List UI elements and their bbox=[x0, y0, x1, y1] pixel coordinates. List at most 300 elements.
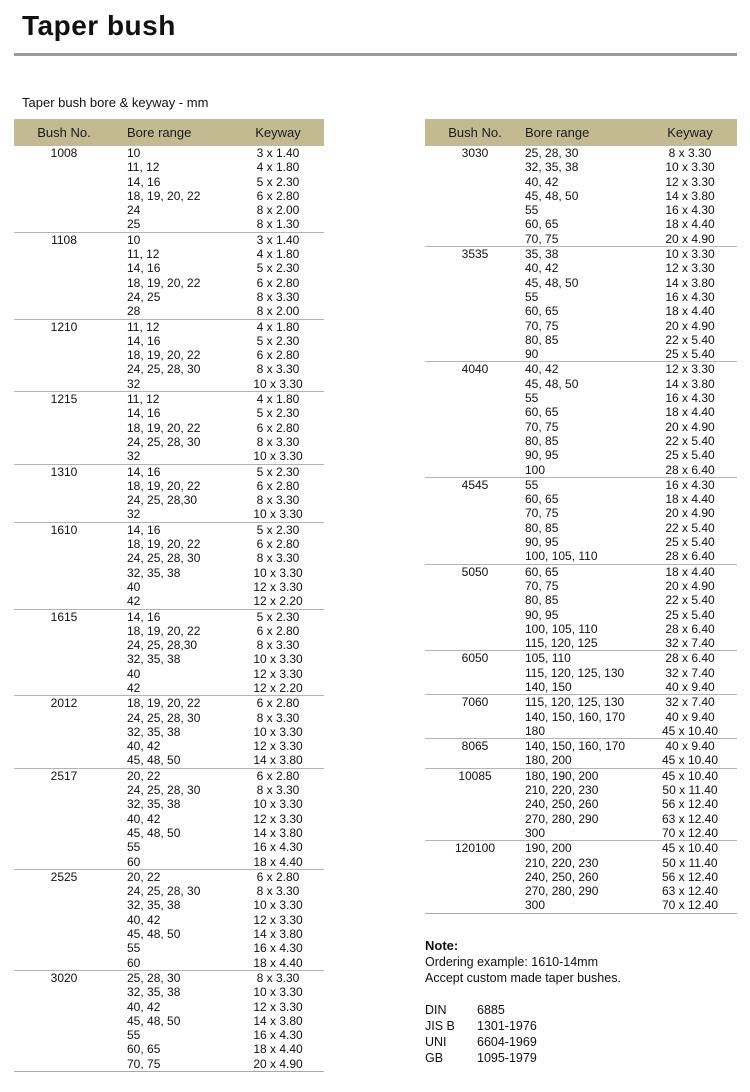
table-row bbox=[525, 463, 737, 477]
bore-range-value: 32, 35, 38 bbox=[127, 565, 181, 580]
keyway-value: 12 x 2.20 bbox=[253, 680, 303, 695]
table-row bbox=[525, 898, 737, 912]
table-row bbox=[114, 348, 324, 362]
table-row bbox=[114, 696, 324, 710]
bore-range-value: 140, 150, 160, 170 bbox=[525, 739, 626, 754]
table-row bbox=[525, 506, 737, 520]
keyway-value: 63 x 12.40 bbox=[661, 884, 719, 899]
keyway-value: 14 x 3.80 bbox=[253, 753, 303, 768]
bore-range-value: 11, 12 bbox=[127, 319, 160, 334]
bush-group-rows bbox=[525, 651, 737, 694]
note-line: Ordering example: 1610-14mm bbox=[425, 955, 598, 969]
bore-range-value: 140, 150, 160, 170 bbox=[525, 709, 626, 724]
keyway-value: 6 x 2.80 bbox=[256, 537, 300, 552]
bush-no: 3020 bbox=[50, 970, 78, 985]
table-row bbox=[525, 769, 737, 783]
table-row bbox=[525, 680, 737, 694]
bush-no: 120100 bbox=[454, 841, 496, 856]
keyway-value: 20 x 4.90 bbox=[665, 419, 715, 434]
table-row bbox=[114, 304, 324, 318]
bore-range-value: 55 bbox=[525, 289, 539, 304]
bore-range-value: 55 bbox=[525, 203, 539, 218]
bore-range-value: 14, 16 bbox=[127, 522, 161, 537]
bush-group-3020 bbox=[14, 970, 324, 1071]
bush-group-5050 bbox=[425, 564, 737, 651]
table-row bbox=[114, 465, 324, 479]
table-row bbox=[525, 739, 737, 753]
keyway-value: 10 x 3.30 bbox=[253, 985, 303, 1000]
bore-range-value: 60 bbox=[127, 854, 141, 869]
keyway-value: 22 x 5.40 bbox=[665, 520, 715, 535]
keyway-value: 8 x 3.30 bbox=[256, 783, 300, 798]
table-row bbox=[114, 507, 324, 521]
bore-range-value: 70, 75 bbox=[525, 318, 559, 333]
bore-range-value: 300 bbox=[525, 825, 546, 840]
keyway-value: 8 x 3.30 bbox=[256, 434, 300, 449]
bore-range-value: 115, 120, 125, 130 bbox=[525, 695, 625, 710]
table-row bbox=[114, 523, 324, 537]
bush-group-1610 bbox=[14, 522, 324, 609]
keyway-value: 4 x 1.80 bbox=[256, 319, 300, 334]
keyway-value: 14 x 3.80 bbox=[253, 825, 303, 840]
standard-name: GB bbox=[425, 1051, 444, 1065]
table-row bbox=[114, 913, 324, 927]
bore-range-value: 45, 48, 50 bbox=[127, 1013, 181, 1028]
bore-range-value: 115, 120, 125 bbox=[525, 636, 598, 651]
bore-range-value: 14, 16 bbox=[127, 609, 161, 624]
keyway-value: 20 x 4.90 bbox=[253, 1056, 303, 1071]
bore-range-value: 60 bbox=[127, 955, 141, 970]
bush-group-1615 bbox=[14, 609, 324, 696]
keyway-value: 10 x 3.30 bbox=[665, 247, 715, 262]
table-row bbox=[525, 884, 737, 898]
keyway-value: 56 x 12.40 bbox=[661, 869, 719, 884]
keyway-value: 70 x 12.40 bbox=[661, 825, 719, 840]
bore-range-value: 24, 25, 28, 30 bbox=[127, 884, 201, 899]
table-row bbox=[114, 638, 324, 652]
bush-no: 8065 bbox=[461, 739, 489, 754]
table-row bbox=[114, 537, 324, 551]
bore-range-value: 32, 35, 38 bbox=[127, 985, 181, 1000]
bore-range-value: 70, 75 bbox=[127, 1056, 161, 1071]
bore-range-value: 24, 25, 28, 30 bbox=[127, 710, 201, 725]
bore-range-value: 40, 42 bbox=[525, 174, 559, 189]
keyway-value: 12 x 3.30 bbox=[253, 739, 303, 754]
table-row bbox=[114, 812, 324, 826]
keyway-value: 6 x 2.80 bbox=[256, 478, 300, 493]
bore-range-value: 25, 28, 30 bbox=[525, 146, 579, 160]
keyway-value: 40 x 9.40 bbox=[665, 679, 715, 694]
standard-row bbox=[425, 1018, 725, 1034]
bush-no: 1215 bbox=[50, 392, 78, 407]
bore-range-value: 11, 12 bbox=[127, 247, 160, 262]
table-row bbox=[525, 347, 737, 361]
keyway-value: 16 x 4.30 bbox=[665, 391, 715, 406]
keyway-value: 10 x 3.30 bbox=[253, 898, 303, 913]
keyway-value: 6 x 2.80 bbox=[256, 275, 300, 290]
bore-range-value: 24, 25 bbox=[127, 289, 161, 304]
keyway-value: 5 x 2.30 bbox=[256, 261, 300, 276]
column-header-keyway: Keyway bbox=[667, 125, 713, 140]
keyway-value: 5 x 2.30 bbox=[256, 609, 300, 624]
keyway-value: 6 x 2.80 bbox=[256, 869, 300, 884]
keyway-value: 18 x 4.40 bbox=[665, 217, 715, 232]
bore-range-value: 70, 75 bbox=[525, 578, 559, 593]
bore-range-value: 55 bbox=[525, 477, 539, 492]
keyway-value: 28 x 6.40 bbox=[665, 549, 715, 564]
keyway-value: 14 x 3.80 bbox=[665, 275, 715, 290]
table-row bbox=[525, 666, 737, 680]
keyway-value: 63 x 12.40 bbox=[661, 811, 719, 826]
table-body-left bbox=[14, 146, 324, 1072]
keyway-value: 12 x 3.30 bbox=[665, 174, 715, 189]
bore-range-value: 70, 75 bbox=[525, 231, 559, 246]
note-section bbox=[425, 938, 725, 1066]
table-row bbox=[114, 392, 324, 406]
bush-group-rows bbox=[114, 146, 324, 232]
bore-range-value: 45, 48, 50 bbox=[127, 753, 181, 768]
bush-group-8065 bbox=[425, 738, 737, 768]
note-heading: Note: bbox=[425, 938, 459, 953]
table-row bbox=[525, 783, 737, 797]
bore-range-value: 40, 42 bbox=[525, 261, 559, 276]
bore-range-value: 18, 19, 20, 22 bbox=[127, 478, 201, 493]
bore-range-value: 32 bbox=[127, 507, 141, 522]
bore-range-value: 11, 12 bbox=[127, 160, 160, 175]
keyway-value: 8 x 3.30 bbox=[256, 884, 300, 899]
keyway-value: 8 x 3.30 bbox=[256, 710, 300, 725]
bush-group-2517 bbox=[14, 768, 324, 869]
bore-range-value: 45, 48, 50 bbox=[525, 188, 579, 203]
bore-range-value: 90 bbox=[525, 347, 539, 362]
bush-group-rows bbox=[114, 392, 324, 463]
keyway-value: 40 x 9.40 bbox=[665, 709, 715, 724]
bore-range-value: 90, 95 bbox=[525, 607, 559, 622]
bush-group-7060 bbox=[425, 694, 737, 738]
keyway-value: 28 x 6.40 bbox=[665, 621, 715, 636]
bush-group-1210 bbox=[14, 319, 324, 391]
bore-range-value: 42 bbox=[127, 594, 141, 609]
keyway-value: 50 x 11.40 bbox=[662, 855, 718, 870]
bush-group-2525 bbox=[14, 869, 324, 970]
table-row bbox=[525, 362, 737, 376]
table-row bbox=[114, 1028, 324, 1042]
bore-range-value: 60, 65 bbox=[525, 492, 559, 507]
bush-group-rows bbox=[114, 870, 324, 970]
keyway-value: 18 x 4.40 bbox=[253, 955, 303, 970]
table-row bbox=[525, 290, 737, 304]
bore-range-value: 40 bbox=[127, 579, 141, 594]
table-row bbox=[525, 593, 737, 607]
bush-group-rows bbox=[114, 696, 324, 767]
table-row bbox=[525, 203, 737, 217]
bore-range-value: 60, 65 bbox=[525, 564, 559, 579]
table-row bbox=[114, 855, 324, 869]
keyway-value: 8 x 1.30 bbox=[256, 217, 300, 232]
bush-group-4545 bbox=[425, 477, 737, 564]
table-row bbox=[525, 377, 737, 391]
keyway-value: 10 x 3.30 bbox=[253, 797, 303, 812]
bush-group-rows bbox=[525, 695, 737, 738]
keyway-value: 6 x 2.80 bbox=[256, 188, 300, 203]
page-title: Taper bush bbox=[22, 10, 176, 41]
bush-group-1108 bbox=[14, 232, 324, 319]
standard-name: JIS B bbox=[425, 1019, 455, 1033]
bore-range-value: 45, 48, 50 bbox=[525, 275, 579, 290]
bore-range-value: 24, 25, 28, 30 bbox=[127, 434, 201, 449]
keyway-value: 8 x 2.00 bbox=[256, 304, 300, 319]
keyway-value: 12 x 2.20 bbox=[253, 594, 303, 609]
bush-group-3535 bbox=[425, 246, 737, 361]
keyway-value: 56 x 12.40 bbox=[661, 797, 719, 812]
bush-no: 2525 bbox=[50, 869, 78, 884]
keyway-value: 6 x 2.80 bbox=[256, 623, 300, 638]
bore-range-value: 60, 65 bbox=[127, 1042, 161, 1057]
bush-group-rows bbox=[525, 362, 737, 476]
bore-range-value: 70, 75 bbox=[525, 419, 559, 434]
keyway-value: 8 x 2.00 bbox=[256, 203, 300, 218]
bore-range-value: 18, 19, 20, 22 bbox=[127, 623, 201, 638]
keyway-value: 4 x 1.80 bbox=[256, 392, 300, 407]
keyway-value: 8 x 3.30 bbox=[668, 146, 712, 160]
keyway-value: 25 x 5.40 bbox=[665, 535, 715, 550]
table-row bbox=[114, 624, 324, 638]
bore-range-value: 190, 200 bbox=[525, 841, 572, 856]
table-row bbox=[114, 594, 324, 608]
table-row bbox=[525, 826, 737, 840]
bore-range-value: 180 bbox=[525, 723, 546, 738]
keyway-value: 12 x 3.30 bbox=[253, 579, 303, 594]
table-row bbox=[525, 521, 737, 535]
standard-number: 6604-1969 bbox=[477, 1035, 537, 1049]
table-row bbox=[114, 175, 324, 189]
table-row bbox=[114, 1057, 324, 1071]
table-row bbox=[525, 549, 737, 563]
bore-range-value: 100, 105, 110 bbox=[525, 621, 598, 636]
keyway-value: 6 x 2.80 bbox=[256, 420, 300, 435]
bush-group-rows bbox=[114, 233, 324, 319]
bore-range-value: 40, 42 bbox=[127, 811, 161, 826]
bore-range-value: 18, 19, 20, 22 bbox=[127, 188, 201, 203]
bush-group-rows bbox=[114, 465, 324, 522]
table-header-row bbox=[425, 119, 737, 146]
keyway-value: 12 x 3.30 bbox=[665, 362, 715, 377]
table-row bbox=[114, 652, 324, 666]
keyway-value: 16 x 4.30 bbox=[665, 477, 715, 492]
bore-range-value: 18, 19, 20, 22 bbox=[127, 537, 201, 552]
keyway-value: 10 x 3.30 bbox=[253, 449, 303, 464]
bore-range-value: 240, 250, 260 bbox=[525, 869, 599, 884]
keyway-value: 8 x 3.30 bbox=[256, 289, 300, 304]
bore-range-value: 55 bbox=[127, 1028, 141, 1043]
bore-range-value: 45, 48, 50 bbox=[525, 376, 579, 391]
keyway-value: 5 x 2.30 bbox=[256, 333, 300, 348]
keyway-value: 10 x 3.30 bbox=[253, 565, 303, 580]
table-row bbox=[114, 146, 324, 160]
bore-range-value: 24, 25, 28, 30 bbox=[127, 783, 201, 798]
table-row bbox=[114, 610, 324, 624]
bore-range-value: 270, 280, 290 bbox=[525, 811, 599, 826]
standard-name: UNI bbox=[425, 1035, 447, 1049]
keyway-value: 22 x 5.40 bbox=[665, 433, 715, 448]
table-row bbox=[114, 334, 324, 348]
keyway-value: 10 x 3.30 bbox=[665, 160, 715, 175]
keyway-value: 8 x 3.30 bbox=[256, 638, 300, 653]
bore-range-value: 100, 105, 110 bbox=[525, 549, 598, 564]
keyway-value: 45 x 10.40 bbox=[661, 723, 719, 738]
keyway-value: 20 x 4.90 bbox=[665, 578, 715, 593]
keyway-value: 4 x 1.80 bbox=[256, 247, 300, 262]
bush-group-1310 bbox=[14, 464, 324, 522]
bore-range-value: 60, 65 bbox=[525, 217, 559, 232]
keyway-value: 22 x 5.40 bbox=[665, 593, 715, 608]
keyway-value: 12 x 3.30 bbox=[253, 912, 303, 927]
table-row bbox=[114, 551, 324, 565]
bore-range-value: 40, 42 bbox=[525, 362, 559, 377]
table-row bbox=[525, 319, 737, 333]
table-row bbox=[114, 956, 324, 970]
bush-no: 1008 bbox=[50, 146, 78, 160]
bush-group-rows bbox=[525, 478, 737, 564]
bush-no: 1610 bbox=[50, 522, 78, 537]
keyway-value: 70 x 12.40 bbox=[661, 898, 719, 913]
table-row bbox=[114, 449, 324, 463]
bore-range-value: 45, 48, 50 bbox=[127, 927, 181, 942]
keyway-value: 5 x 2.30 bbox=[256, 406, 300, 421]
keyway-value: 40 x 9.40 bbox=[665, 739, 715, 754]
taper-bush-table-left bbox=[14, 119, 324, 1072]
bore-range-value: 55 bbox=[127, 941, 141, 956]
bore-range-value: 80, 85 bbox=[525, 433, 559, 448]
keyway-value: 16 x 4.30 bbox=[253, 840, 303, 855]
bush-group-rows bbox=[114, 523, 324, 609]
keyway-value: 5 x 2.30 bbox=[256, 174, 300, 189]
keyway-value: 16 x 4.30 bbox=[665, 203, 715, 218]
bore-range-value: 14, 16 bbox=[127, 333, 161, 348]
keyway-value: 20 x 4.90 bbox=[665, 231, 715, 246]
keyway-value: 18 x 4.40 bbox=[665, 492, 715, 507]
bore-range-value: 70, 75 bbox=[525, 506, 559, 521]
table-row bbox=[114, 1042, 324, 1056]
keyway-value: 6 x 2.80 bbox=[256, 348, 300, 363]
keyway-value: 12 x 3.30 bbox=[253, 666, 303, 681]
table-row bbox=[525, 870, 737, 884]
table-row bbox=[525, 535, 737, 549]
table-row bbox=[525, 420, 737, 434]
bore-range-value: 28 bbox=[127, 304, 141, 319]
table-row bbox=[525, 622, 737, 636]
keyway-value: 14 x 3.80 bbox=[253, 927, 303, 942]
bush-group-rows bbox=[525, 769, 737, 840]
bore-range-value: 55 bbox=[127, 840, 141, 855]
taper-bush-table-right bbox=[425, 119, 737, 914]
table-row bbox=[525, 434, 737, 448]
bore-range-value: 24 bbox=[127, 203, 141, 218]
table-row bbox=[525, 304, 737, 318]
bush-group-rows bbox=[114, 320, 324, 391]
bore-range-value: 115, 120, 125, 130 bbox=[525, 665, 625, 680]
bore-range-value: 40, 42 bbox=[127, 912, 161, 927]
keyway-value: 8 x 3.30 bbox=[256, 362, 300, 377]
bore-range-value: 210, 220, 230 bbox=[525, 855, 599, 870]
table-row bbox=[114, 290, 324, 304]
bore-range-value: 45, 48, 50 bbox=[127, 825, 181, 840]
table-row bbox=[114, 840, 324, 854]
standard-row bbox=[425, 1002, 725, 1018]
table-row bbox=[525, 724, 737, 738]
bush-no: 1310 bbox=[50, 464, 78, 479]
keyway-value: 10 x 3.30 bbox=[253, 507, 303, 522]
table-row bbox=[114, 217, 324, 231]
table-row bbox=[114, 667, 324, 681]
bore-range-value: 40, 42 bbox=[127, 999, 161, 1014]
keyway-value: 22 x 5.40 bbox=[665, 332, 715, 347]
table-row bbox=[114, 725, 324, 739]
table-row bbox=[114, 826, 324, 840]
bore-range-value: 300 bbox=[525, 898, 546, 913]
keyway-value: 28 x 6.40 bbox=[665, 651, 715, 666]
bush-no: 10085 bbox=[458, 768, 492, 783]
table-row bbox=[525, 247, 737, 261]
keyway-value: 20 x 4.90 bbox=[665, 506, 715, 521]
note-line: Accept custom made taper bushes. bbox=[425, 970, 621, 985]
table-row bbox=[114, 276, 324, 290]
bush-no: 1108 bbox=[51, 232, 77, 247]
bore-range-value: 18, 19, 20, 22 bbox=[127, 348, 201, 363]
table-row bbox=[114, 985, 324, 999]
keyway-value: 45 x 10.40 bbox=[661, 753, 719, 768]
keyway-value: 25 x 5.40 bbox=[665, 448, 715, 463]
standards-list bbox=[425, 1002, 725, 1066]
table-row bbox=[114, 362, 324, 376]
table-row bbox=[525, 841, 737, 855]
table-row bbox=[114, 421, 324, 435]
table-row bbox=[114, 739, 324, 753]
bush-no: 3030 bbox=[461, 146, 489, 160]
bore-range-value: 100 bbox=[525, 462, 546, 477]
keyway-value: 20 x 4.90 bbox=[665, 318, 715, 333]
keyway-value: 18 x 4.40 bbox=[253, 1042, 303, 1057]
bore-range-value: 90, 95 bbox=[525, 448, 559, 463]
table-row bbox=[525, 651, 737, 665]
bore-range-value: 18, 19, 20, 22 bbox=[127, 696, 201, 711]
keyway-value: 32 x 7.40 bbox=[665, 695, 715, 710]
table-row bbox=[114, 435, 324, 449]
table-row bbox=[525, 812, 737, 826]
table-row bbox=[525, 710, 737, 724]
bore-range-value: 20, 22 bbox=[127, 869, 161, 884]
table-row bbox=[114, 753, 324, 767]
bore-range-value: 270, 280, 290 bbox=[525, 884, 599, 899]
bush-group-1215 bbox=[14, 391, 324, 463]
table-caption: Taper bush bore & keyway - mm bbox=[22, 95, 209, 110]
bush-group-rows bbox=[525, 739, 737, 768]
table-row bbox=[114, 261, 324, 275]
table-row bbox=[114, 884, 324, 898]
bush-group-rows bbox=[114, 769, 324, 869]
table-row bbox=[114, 479, 324, 493]
table-row bbox=[525, 175, 737, 189]
bore-range-value: 14, 16 bbox=[127, 406, 161, 421]
table-row bbox=[525, 753, 737, 767]
title-divider bbox=[14, 53, 737, 56]
table-row bbox=[525, 160, 737, 174]
keyway-value: 25 x 5.40 bbox=[665, 607, 715, 622]
keyway-value: 25 x 5.40 bbox=[665, 347, 715, 362]
table-row bbox=[525, 856, 737, 870]
keyway-value: 45 x 10.40 bbox=[661, 768, 719, 783]
bore-range-value: 80, 85 bbox=[525, 593, 559, 608]
